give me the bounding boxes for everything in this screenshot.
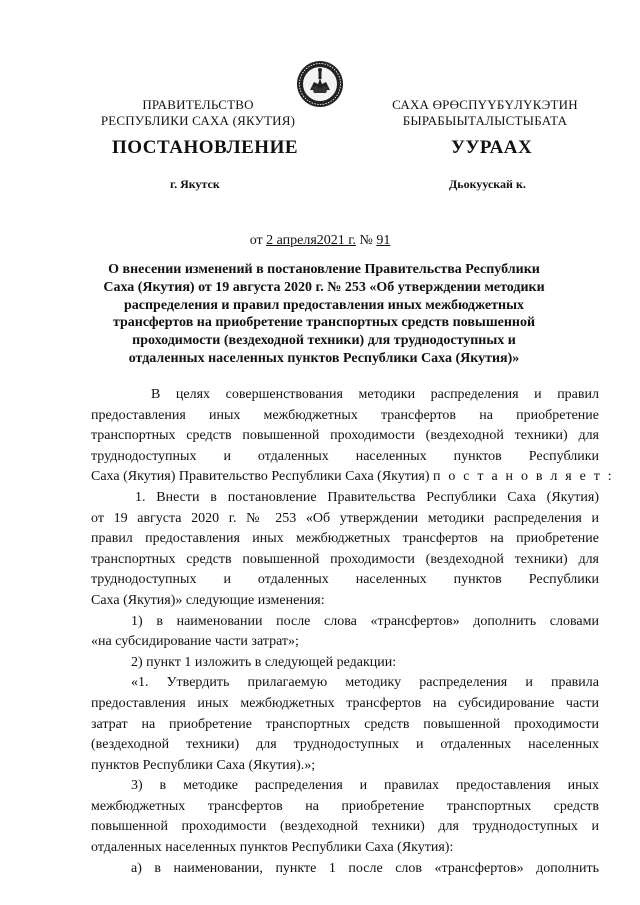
city-ru: г. Якутск <box>170 177 220 191</box>
document-type-ru: ПОСТАНОВЛЕНИЕ <box>112 137 299 158</box>
body-line: правил предоставления иных межбюджетных трансфертов на приобретение <box>91 531 599 547</box>
document-title <box>92 261 556 368</box>
government-name-ru <box>98 97 298 129</box>
title-line: отдаленных населенных пунктов Республики Саха (Якутия)» <box>128 350 520 366</box>
title-line: распределения и правил предоставления иных межбюджетных <box>123 297 525 313</box>
body-line: межбюджетных трансфертов на приобретение транспортных средств <box>91 798 599 814</box>
body-line-text: Саха (Якутия) Правительство Республики Саха (Якутия) <box>91 469 434 485</box>
body-line: а) в наименовании, пункте 1 после слов «трансфертов» дополнить <box>131 860 599 876</box>
body-line: 1. Внести в постановление Правительства Республики Саха (Якутия) <box>135 489 599 505</box>
body-line: 2) пункт 1 изложить в следующей редакции: <box>131 654 397 670</box>
body-line: «на субсидирование части затрат»; <box>91 634 299 650</box>
coat-of-arms-emblem <box>296 60 344 108</box>
title-line: трансфертов на приобретение транспортных средств повышенной <box>112 315 536 331</box>
resolves-word: п о с т а н о в л я е т : <box>433 469 614 485</box>
body-line: затрат на приобретение транспортных средств повышенной проходимости <box>91 716 599 732</box>
body-line: (вездеходной техники) для труднодоступных и отдаленных населенных <box>91 737 599 753</box>
body-line: труднодоступных и отдаленных населенных пунктов Республики <box>91 572 599 588</box>
title-line: О внесении изменений в постановление Правительства Республики <box>108 262 540 277</box>
date-number-line <box>0 233 640 249</box>
document-number: 91 <box>376 233 391 248</box>
body-line: 1) в наименовании после слова «трансфертов» дополнить словами <box>131 613 599 629</box>
body-line: «1. Утвердить прилагаемую методику распределения и правила <box>131 675 599 691</box>
date-prefix: от <box>249 233 267 248</box>
body-line <box>91 467 614 488</box>
header-left-line-2: РЕСПУБЛИКИ САХА (ЯКУТИЯ) <box>100 113 296 128</box>
header-left-line-1: ПРАВИТЕЛЬСТВО <box>142 97 254 112</box>
body-line: от 19 августа 2020 г. № 253 «Об утверждении методики распределения и <box>91 510 599 526</box>
title-line: проходимости (вездеходной техники) для труднодоступных и <box>132 333 516 349</box>
body-line: В целях совершенствования методики распределения и правил <box>151 387 599 402</box>
body-line: труднодоступных и отдаленных населенных пунктов Республики <box>91 448 599 464</box>
document-type-sakha: УУРААХ <box>451 137 533 158</box>
title-line: Саха (Якутия) от 19 августа 2020 г. № 253 «Об утверждении методики <box>103 279 545 295</box>
body-line: предоставления иных межбюджетных трансфертов на субсидирование части <box>91 695 599 711</box>
header-right-line-2: БЫРАБЫЫТАЛЫСТЫБАТА <box>402 113 568 128</box>
body-line: отдаленных населенных пунктов Республики Саха (Якутия): <box>91 840 454 856</box>
body-line: предоставления иных межбюджетных трансфертов на приобретение <box>91 407 599 423</box>
document-date: 2 апреля2021 г. <box>266 233 356 248</box>
document-body <box>91 385 614 879</box>
body-line: транспортных средств повышенной проходимости (вездеходной техники) для <box>91 551 599 567</box>
body-line: транспортных средств повышенной проходимости (вездеходной техники) для <box>91 428 599 444</box>
header-right-line-1: САХА ӨРӨСПҮҮБҮЛҮКЭТИН <box>392 97 578 112</box>
body-line: повышенной проходимости (вездеходной техники) для труднодоступных и <box>91 819 599 835</box>
body-line: 3) в методике распределения и правилах предоставления иных <box>131 778 599 794</box>
body-line: Саха (Якутия)» следующие изменения: <box>91 592 325 608</box>
city-sakha: Дьокуускай к. <box>449 177 526 191</box>
body-line: пунктов Республики Саха (Якутия).»; <box>91 757 316 773</box>
number-sign: № <box>355 233 377 248</box>
government-name-sakha <box>380 97 590 129</box>
